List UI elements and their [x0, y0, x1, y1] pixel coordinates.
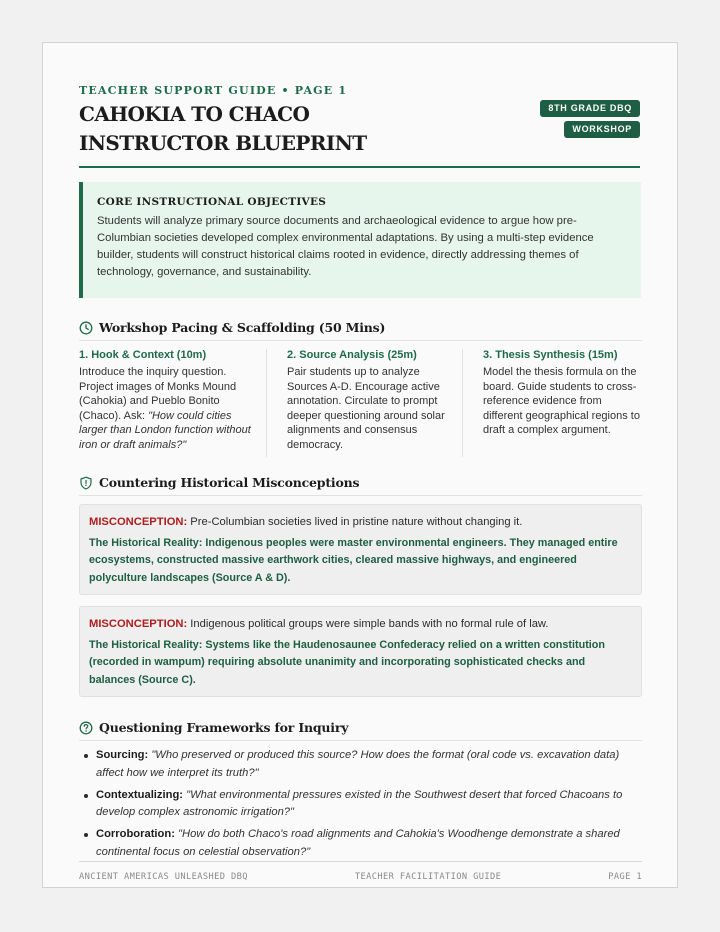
list-item	[79, 826, 639, 862]
pacing-column-text: Pair students up to analyze Sources A-D. Encourage active annotation. Circulate to prompt deeper questioning around solar alignments and consensus democracy.	[287, 366, 445, 451]
grade-badge-line2: WORKSHOP	[564, 121, 640, 138]
question-text: "How do both Chaco's road alignments and Cahokia's Woodhenge demonstrate a shared continental focus on celestial observation?"	[96, 828, 620, 858]
objectives-text: Students will analyze primary source documents and archaeological evidence to argue how pre-Columbian societies developed complex environmental adaptations. By using a multi-step evidence builder, students will construct historical claims rooted in evidence, directly addressing themes of technology, governance, and sustainability.	[97, 215, 594, 278]
misconception-label: MISCONCEPTION:	[89, 516, 188, 528]
misconception-label: MISCONCEPTION:	[89, 618, 188, 630]
questioning-section-header	[79, 715, 642, 741]
hook-text: Introduce the inquiry question. Project images of Monks Mound (Cahokia) and Pueblo Bonito (Chaco). Ask:	[79, 366, 237, 422]
misconception-card	[79, 606, 642, 697]
list-item	[79, 747, 639, 783]
questioning-list	[79, 747, 639, 866]
header-eyebrow: TEACHER SUPPORT GUIDE • PAGE 1	[79, 84, 348, 97]
pacing-column-analysis	[266, 349, 462, 457]
question-text: "What environmental pressures existed in the Southwest desert that forced Chacoans to develop complex astronomic irrigation?"	[96, 788, 623, 819]
footer-page-number: PAGE 1	[608, 872, 642, 882]
list-item	[79, 787, 639, 823]
historical-reality-text: The Historical Reality: Systems like the Haudenosaunee Confederacy relied on a written constitution (recorded in wampum) requiring absolute unanimity and incorporating sophisticated checks and balances (Source C).	[89, 639, 605, 686]
clock-icon	[79, 321, 93, 335]
misconception-statement	[89, 617, 632, 632]
misconception-card	[79, 504, 642, 595]
pacing-column-text: Model the thesis formula on the board. Guide students to cross-reference evidence from different geographical regions to draft a complex argument.	[483, 366, 640, 437]
question-label: Corroboration:	[96, 828, 175, 841]
page-title: CAHOKIA TO CHACO INSTRUCTOR BLUEPRINT	[79, 102, 367, 155]
pacing-heading: Workshop Pacing & Scaffolding (50 Mins)	[99, 320, 386, 335]
pacing-columns	[79, 349, 642, 457]
pacing-column-title: 2. Source Analysis (25m)	[287, 349, 417, 361]
objectives-callout	[79, 182, 641, 298]
misconceptions-section-header	[79, 470, 642, 496]
historical-reality-text: The Historical Reality: Indigenous peoples were master environmental engineers. They managed entire ecosystems, constructed massive earthwork cities, cleared massive highways, and engineered polyculture landscapes (Source A & D).	[89, 537, 618, 584]
misconception-claim: Indigenous political groups were simple bands with no formal rule of law.	[187, 618, 549, 630]
page-footer	[79, 861, 642, 888]
question-text: "Who preserved or produced this source? How does the format (oral code vs. excavation data) affect how we interpret its truth?"	[96, 749, 620, 779]
shield-icon	[79, 476, 93, 490]
pacing-column-hook	[79, 349, 266, 457]
document-page	[42, 42, 678, 888]
question-label: Contextualizing:	[96, 788, 184, 801]
question-circle-icon	[79, 721, 93, 735]
footer-center: TEACHER FACILITATION GUIDE	[354, 872, 502, 882]
questioning-heading: Questioning Frameworks for Inquiry	[99, 720, 349, 735]
pacing-column-text	[79, 365, 254, 453]
misconceptions-heading: Countering Historical Misconceptions	[99, 475, 360, 490]
objectives-heading: CORE INSTRUCTIONAL OBJECTIVES	[97, 196, 327, 208]
hook-quote: "How could cities larger than London function without iron or draft animals?"	[79, 409, 251, 451]
misconception-claim: Pre-Columbian societies lived in pristine nature without changing it.	[187, 516, 523, 528]
grade-badge-line1: 8TH GRADE DBQ	[540, 100, 640, 117]
footer-left: ANCIENT AMERICAS UNLEASHED DBQ	[79, 872, 248, 882]
pacing-column-synthesis	[462, 349, 642, 457]
pacing-section-header	[79, 315, 642, 341]
pacing-column-title: 3. Thesis Synthesis (15m)	[483, 349, 618, 361]
header-divider	[79, 166, 640, 168]
pacing-column-title: 1. Hook & Context (10m)	[79, 349, 207, 361]
misconception-statement	[89, 515, 632, 530]
question-label: Sourcing:	[96, 749, 149, 761]
